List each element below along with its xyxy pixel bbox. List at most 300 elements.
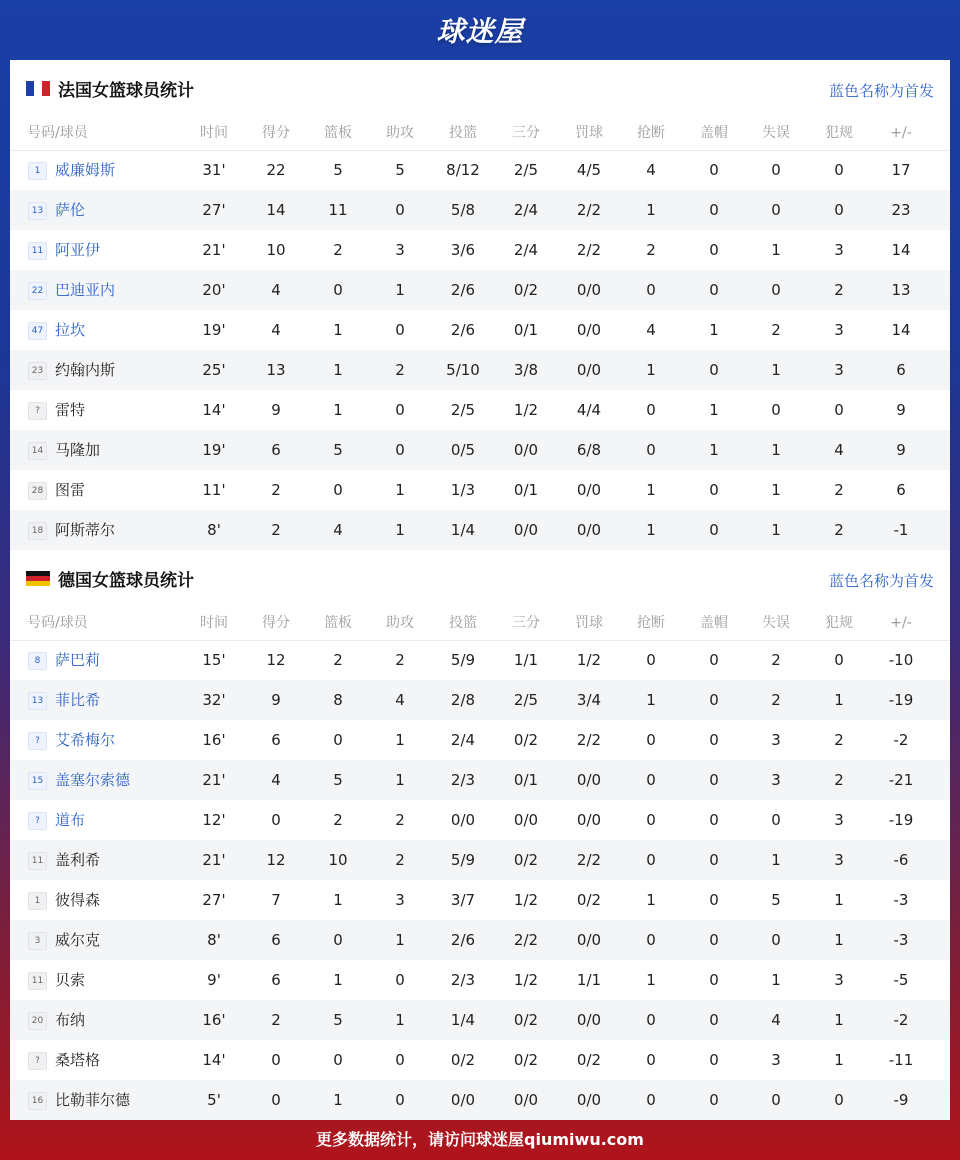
- stat-cell: 6: [271, 971, 281, 989]
- table-row[interactable]: [10, 390, 950, 430]
- stat-cell: 0/0: [576, 811, 602, 829]
- stat-cell: 0: [271, 1051, 281, 1069]
- stat-cell: 4: [771, 1011, 781, 1029]
- stat-cell: 5/9: [450, 651, 476, 669]
- stat-cell: 0/2: [513, 851, 539, 869]
- stat-cell: 0: [646, 401, 656, 419]
- stat-cell: 17: [891, 161, 911, 179]
- stat-cell: 0: [709, 851, 719, 869]
- stat-cell: 14': [202, 1051, 226, 1069]
- stat-cell: 1: [646, 201, 656, 219]
- stat-cell: 3: [771, 731, 781, 749]
- player-name[interactable]: 威廉姆斯: [55, 161, 116, 179]
- stat-cell: 1: [834, 1051, 844, 1069]
- stat-cell: 1/2: [513, 891, 539, 909]
- stat-cell: 2: [834, 731, 844, 749]
- stat-cell: 0: [709, 521, 719, 539]
- stat-cell: 1: [395, 1011, 405, 1029]
- stat-cell: 1: [395, 771, 405, 789]
- stat-cell: 1/2: [513, 971, 539, 989]
- stat-cell: 0/2: [513, 281, 539, 299]
- stat-cell: 2/5: [513, 691, 539, 709]
- stat-cell: 1: [646, 521, 656, 539]
- stat-cell: 0/2: [450, 1051, 476, 1069]
- stat-cell: 6: [271, 731, 281, 749]
- stat-cell: 6: [896, 481, 906, 499]
- player-name[interactable]: 贝索: [55, 971, 86, 989]
- jersey-number: 47: [28, 322, 47, 340]
- table-row[interactable]: [10, 270, 950, 310]
- stat-cell: 1: [771, 971, 781, 989]
- player-name[interactable]: 巴迪亚内: [55, 281, 116, 299]
- stat-cell: 5/9: [450, 851, 476, 869]
- jersey-number: 23: [28, 362, 47, 380]
- column-header-player: 号码/球员: [27, 615, 88, 631]
- jersey-number: 13: [28, 692, 47, 710]
- table-row[interactable]: [10, 720, 950, 760]
- stat-cell: 0/0: [576, 521, 602, 539]
- stat-cell: 5: [333, 161, 343, 179]
- stat-cell: 1: [646, 361, 656, 379]
- stat-cell: 1: [771, 441, 781, 459]
- column-header: 盖帽: [700, 615, 728, 631]
- column-header: 投篮: [449, 125, 477, 141]
- stat-cell: 23: [891, 201, 911, 219]
- stat-cell: 2/4: [450, 731, 476, 749]
- stat-cell: 0: [395, 321, 405, 339]
- table-row[interactable]: [10, 800, 950, 840]
- stat-cell: 3: [834, 811, 844, 829]
- stat-cell: 19': [202, 441, 226, 459]
- stat-cell: 2/2: [576, 241, 602, 259]
- stat-cell: 0/1: [513, 771, 539, 789]
- stat-cell: 0/2: [513, 1051, 539, 1069]
- stat-cell: 2: [333, 811, 343, 829]
- stat-cell: 1: [395, 731, 405, 749]
- stat-cell: 2: [271, 521, 281, 539]
- stat-cell: 2/2: [576, 851, 602, 869]
- column-header: 罚球: [575, 125, 603, 141]
- stat-cell: 1: [333, 1091, 343, 1109]
- stat-cell: 1: [834, 1011, 844, 1029]
- stat-cell: 16': [202, 1011, 226, 1029]
- stat-cell: 4: [395, 691, 405, 709]
- stat-cell: 0: [646, 851, 656, 869]
- stat-cell: 0/0: [576, 931, 602, 949]
- stat-cell: 2: [646, 241, 656, 259]
- stat-cell: 9': [207, 971, 221, 989]
- stat-cell: 7: [271, 891, 281, 909]
- stat-cell: 0/5: [450, 441, 476, 459]
- stat-cell: 5': [207, 1091, 221, 1109]
- stat-cell: 1: [333, 321, 343, 339]
- stat-cell: 0: [333, 481, 343, 499]
- stats-panel: [10, 60, 950, 1120]
- stat-cell: 2/4: [513, 241, 539, 259]
- stat-cell: 0: [771, 1091, 781, 1109]
- stat-cell: 0/0: [576, 361, 602, 379]
- stat-cell: 1: [646, 971, 656, 989]
- stat-cell: 0/1: [513, 321, 539, 339]
- stat-cell: 0/0: [450, 811, 476, 829]
- stat-cell: 0: [333, 931, 343, 949]
- stat-cell: 2: [834, 281, 844, 299]
- stat-cell: 0: [709, 891, 719, 909]
- table-row[interactable]: [10, 230, 950, 270]
- jersey-number: 11: [28, 972, 47, 990]
- stat-cell: 4: [333, 521, 343, 539]
- stat-cell: 4: [646, 321, 656, 339]
- stat-cell: 19': [202, 321, 226, 339]
- stat-cell: 0: [771, 931, 781, 949]
- stat-cell: 2/4: [513, 201, 539, 219]
- stat-cell: 8: [333, 691, 343, 709]
- stat-cell: 0/2: [576, 1051, 602, 1069]
- stat-cell: 8/12: [446, 161, 480, 179]
- stat-cell: 0: [646, 731, 656, 749]
- jersey-number: 1: [28, 162, 47, 180]
- stat-cell: 2: [395, 651, 405, 669]
- table-row[interactable]: [10, 1080, 950, 1120]
- jersey-number: 18: [28, 522, 47, 540]
- stat-cell: 2: [771, 691, 781, 709]
- stat-cell: 1: [771, 851, 781, 869]
- jersey-number: 28: [28, 482, 47, 500]
- stat-cell: 15': [202, 651, 226, 669]
- stat-cell: 3: [771, 771, 781, 789]
- section-title: 德国女篮球员统计: [58, 571, 194, 591]
- table-row[interactable]: [10, 190, 950, 230]
- stat-cell: 0: [709, 1051, 719, 1069]
- column-header: 得分: [262, 125, 290, 141]
- stat-cell: 1/1: [513, 651, 539, 669]
- stat-cell: 2: [771, 321, 781, 339]
- stat-cell: 27': [202, 201, 226, 219]
- player-name[interactable]: 图雷: [55, 481, 86, 499]
- stat-cell: 2/6: [450, 321, 476, 339]
- player-name[interactable]: 彼得森: [55, 891, 101, 909]
- table-row[interactable]: [10, 470, 950, 510]
- stat-cell: 1/2: [576, 651, 602, 669]
- section-title-bar: [10, 60, 950, 116]
- stat-cell: 0: [646, 1011, 656, 1029]
- stat-cell: 0/2: [513, 731, 539, 749]
- stat-cell: 0: [395, 1091, 405, 1109]
- stat-cell: 0: [646, 1091, 656, 1109]
- stat-cell: 2/6: [450, 281, 476, 299]
- column-header: 犯规: [825, 125, 853, 141]
- stat-cell: -11: [888, 1051, 914, 1069]
- column-header: 投篮: [449, 615, 477, 631]
- column-header: 抢断: [637, 125, 665, 141]
- column-header: 失误: [762, 615, 790, 631]
- stat-cell: 2/2: [513, 931, 539, 949]
- stat-cell: 1: [646, 891, 656, 909]
- stat-cell: 3/4: [576, 691, 602, 709]
- stat-cell: 0/0: [513, 441, 539, 459]
- stat-cell: 0/0: [576, 1091, 602, 1109]
- stat-cell: 10: [328, 851, 348, 869]
- stat-cell: 0: [834, 1091, 844, 1109]
- stat-cell: -3: [893, 931, 909, 949]
- player-name[interactable]: 菲比希: [55, 691, 101, 709]
- stat-cell: 0: [771, 161, 781, 179]
- column-header: 时间: [200, 125, 228, 141]
- stat-cell: 0: [709, 201, 719, 219]
- stat-cell: 3/7: [450, 891, 476, 909]
- stat-cell: 0: [709, 361, 719, 379]
- stat-cell: 0: [646, 651, 656, 669]
- section-title-bar: [10, 550, 950, 606]
- table-row[interactable]: [10, 310, 950, 350]
- table-row[interactable]: [10, 510, 950, 550]
- table-row[interactable]: [10, 960, 950, 1000]
- stat-cell: 4: [834, 441, 844, 459]
- stat-cell: 3: [834, 851, 844, 869]
- table-row[interactable]: [10, 920, 950, 960]
- stat-cell: 0: [395, 441, 405, 459]
- section-title: 法国女篮球员统计: [58, 81, 194, 101]
- stat-cell: 10: [266, 241, 286, 259]
- stat-cell: 0/2: [513, 1011, 539, 1029]
- stat-cell: 0: [333, 281, 343, 299]
- stat-cell: 3: [395, 891, 405, 909]
- stat-cell: 0: [771, 201, 781, 219]
- stat-cell: -6: [893, 851, 909, 869]
- table-header: [10, 116, 950, 151]
- column-header: 篮板: [324, 615, 352, 631]
- stat-cell: 0/0: [576, 771, 602, 789]
- stat-cell: 2: [271, 481, 281, 499]
- stat-cell: 0: [709, 161, 719, 179]
- stat-cell: 25': [202, 361, 226, 379]
- jersey-number: 3: [28, 932, 47, 950]
- jersey-number: 20: [28, 1012, 47, 1030]
- stat-cell: 1/1: [576, 971, 602, 989]
- stat-cell: 2: [333, 651, 343, 669]
- table-row[interactable]: [10, 1040, 950, 1080]
- stat-cell: 6: [896, 361, 906, 379]
- site-logo: 球迷屋: [436, 15, 524, 48]
- table-row[interactable]: [10, 840, 950, 880]
- stat-cell: 0: [834, 201, 844, 219]
- stat-cell: 4: [271, 771, 281, 789]
- stat-cell: -21: [888, 771, 914, 789]
- stat-cell: 2: [834, 771, 844, 789]
- stat-cell: 4: [646, 161, 656, 179]
- player-name[interactable]: 约翰内斯: [55, 361, 116, 379]
- stat-cell: 4/5: [576, 161, 602, 179]
- stat-cell: 0: [834, 401, 844, 419]
- stat-cell: 0/0: [576, 321, 602, 339]
- stat-cell: 1: [333, 891, 343, 909]
- table-row[interactable]: [10, 640, 950, 680]
- jersey-number: ?: [28, 402, 47, 420]
- stat-cell: 2/5: [450, 401, 476, 419]
- stat-cell: 1: [395, 521, 405, 539]
- stat-cell: 20': [202, 281, 226, 299]
- stat-cell: 0: [771, 811, 781, 829]
- stat-cell: 1: [834, 691, 844, 709]
- stat-cell: 3: [834, 361, 844, 379]
- column-header: 篮板: [324, 125, 352, 141]
- stat-cell: 14: [266, 201, 286, 219]
- stat-cell: 14': [202, 401, 226, 419]
- player-name[interactable]: 艾希梅尔: [55, 731, 116, 749]
- column-header: 盖帽: [700, 125, 728, 141]
- player-name[interactable]: 盖塞尔索德: [55, 771, 131, 789]
- stat-cell: 1: [771, 241, 781, 259]
- stat-cell: 1: [709, 441, 719, 459]
- jersey-number: 14: [28, 442, 47, 460]
- stat-cell: 0: [709, 731, 719, 749]
- stat-cell: -9: [893, 1091, 909, 1109]
- stat-cell: 5: [333, 1011, 343, 1029]
- stat-cell: 3/8: [513, 361, 539, 379]
- stat-cell: 27': [202, 891, 226, 909]
- stat-cell: 9: [271, 691, 281, 709]
- jersey-number: 22: [28, 282, 47, 300]
- table-row[interactable]: [10, 760, 950, 800]
- stat-cell: 12: [266, 651, 286, 669]
- stat-cell: 13: [891, 281, 911, 299]
- player-name[interactable]: 桑塔格: [55, 1051, 101, 1069]
- stat-cell: 0/0: [576, 481, 602, 499]
- stat-cell: 0: [709, 931, 719, 949]
- stat-cell: 9: [896, 401, 906, 419]
- stat-cell: 8': [207, 931, 221, 949]
- stat-cell: 0/0: [513, 1091, 539, 1109]
- table-row[interactable]: [10, 880, 950, 920]
- stat-cell: 0/0: [576, 1011, 602, 1029]
- player-name[interactable]: 阿斯蒂尔: [55, 521, 116, 539]
- stat-cell: 0/0: [513, 521, 539, 539]
- stat-cell: 0: [646, 441, 656, 459]
- player-name[interactable]: 拉坎: [55, 321, 86, 339]
- starter-note: 蓝色名称为首发: [828, 572, 934, 590]
- player-name[interactable]: 盖利希: [55, 851, 101, 869]
- stat-cell: 1: [333, 401, 343, 419]
- stat-cell: 0: [709, 481, 719, 499]
- table-row[interactable]: [10, 680, 950, 720]
- column-header: 得分: [262, 615, 290, 631]
- stat-cell: 0/2: [576, 891, 602, 909]
- stat-cell: -19: [888, 811, 914, 829]
- stat-cell: 9: [271, 401, 281, 419]
- stat-cell: 3: [834, 321, 844, 339]
- germany-flag-icon: [26, 571, 50, 586]
- footer-link[interactable]: 更多数据统计，请访问球迷屋qiumiwu.com: [316, 1130, 644, 1149]
- stat-cell: 1: [771, 521, 781, 539]
- player-name[interactable]: 阿亚伊: [55, 241, 101, 259]
- stat-cell: 3: [771, 1051, 781, 1069]
- stat-cell: 0: [395, 401, 405, 419]
- stat-cell: 2/2: [576, 201, 602, 219]
- stat-cell: 5/10: [446, 361, 480, 379]
- stat-cell: 0: [395, 201, 405, 219]
- stat-cell: -3: [893, 891, 909, 909]
- player-name[interactable]: 雷特: [55, 401, 86, 419]
- stat-cell: 2: [771, 651, 781, 669]
- stat-cell: 2/5: [513, 161, 539, 179]
- stat-cell: 21': [202, 851, 226, 869]
- stat-cell: 12: [266, 851, 286, 869]
- stat-cell: 0: [709, 1011, 719, 1029]
- stat-cell: 0/0: [513, 811, 539, 829]
- table-header: [10, 606, 950, 641]
- stat-cell: 2: [395, 811, 405, 829]
- column-header: 抢断: [637, 615, 665, 631]
- stat-cell: 0: [271, 811, 281, 829]
- stat-cell: 1: [834, 931, 844, 949]
- column-header-player: 号码/球员: [27, 125, 88, 141]
- stat-cell: 0: [395, 1051, 405, 1069]
- stat-cell: 22: [266, 161, 286, 179]
- stat-cell: 1/2: [513, 401, 539, 419]
- jersey-number: 8: [28, 652, 47, 670]
- stat-cell: 0: [646, 931, 656, 949]
- column-header: +/-: [890, 615, 912, 631]
- player-name[interactable]: 萨巴莉: [55, 651, 101, 669]
- stat-cell: 32': [202, 691, 226, 709]
- stat-cell: 12': [202, 811, 226, 829]
- stat-cell: 16': [202, 731, 226, 749]
- stat-cell: 4/4: [576, 401, 602, 419]
- player-name[interactable]: 布纳: [55, 1011, 86, 1029]
- stat-cell: 0: [333, 731, 343, 749]
- stat-cell: -2: [893, 1011, 909, 1029]
- stat-cell: 2: [271, 1011, 281, 1029]
- stat-cell: 11: [328, 201, 348, 219]
- stat-cell: 0: [395, 971, 405, 989]
- stat-cell: 2: [395, 361, 405, 379]
- column-header: 助攻: [386, 615, 414, 631]
- starter-note: 蓝色名称为首发: [828, 82, 934, 100]
- stat-cell: -1: [893, 521, 909, 539]
- player-name[interactable]: 比勒菲尔德: [55, 1091, 131, 1109]
- stat-cell: 6: [271, 441, 281, 459]
- table-row[interactable]: [10, 350, 950, 390]
- stat-cell: 2/6: [450, 931, 476, 949]
- table-row[interactable]: [10, 1000, 950, 1040]
- player-name[interactable]: 马隆加: [55, 441, 101, 459]
- stat-cell: 0: [646, 281, 656, 299]
- stat-cell: 0: [646, 771, 656, 789]
- stat-cell: 2/2: [576, 731, 602, 749]
- stat-cell: -19: [888, 691, 914, 709]
- table-row[interactable]: [10, 150, 950, 190]
- jersey-number: ?: [28, 812, 47, 830]
- stat-cell: 0: [709, 691, 719, 709]
- column-header: 助攻: [386, 125, 414, 141]
- stat-cell: 1: [646, 691, 656, 709]
- stat-cell: 0: [709, 241, 719, 259]
- player-name[interactable]: 萨伦: [55, 201, 86, 219]
- stat-cell: 0/1: [513, 481, 539, 499]
- stat-cell: 5: [771, 891, 781, 909]
- stat-cell: 2: [333, 241, 343, 259]
- stat-cell: -2: [893, 731, 909, 749]
- stat-cell: 1: [333, 971, 343, 989]
- stat-cell: 1: [834, 891, 844, 909]
- stat-cell: 4: [271, 281, 281, 299]
- player-name[interactable]: 道布: [55, 811, 86, 829]
- player-name[interactable]: 威尔克: [55, 931, 101, 949]
- stat-cell: 14: [891, 241, 911, 259]
- jersey-number: 11: [28, 242, 47, 260]
- stat-cell: 9: [896, 441, 906, 459]
- table-row[interactable]: [10, 430, 950, 470]
